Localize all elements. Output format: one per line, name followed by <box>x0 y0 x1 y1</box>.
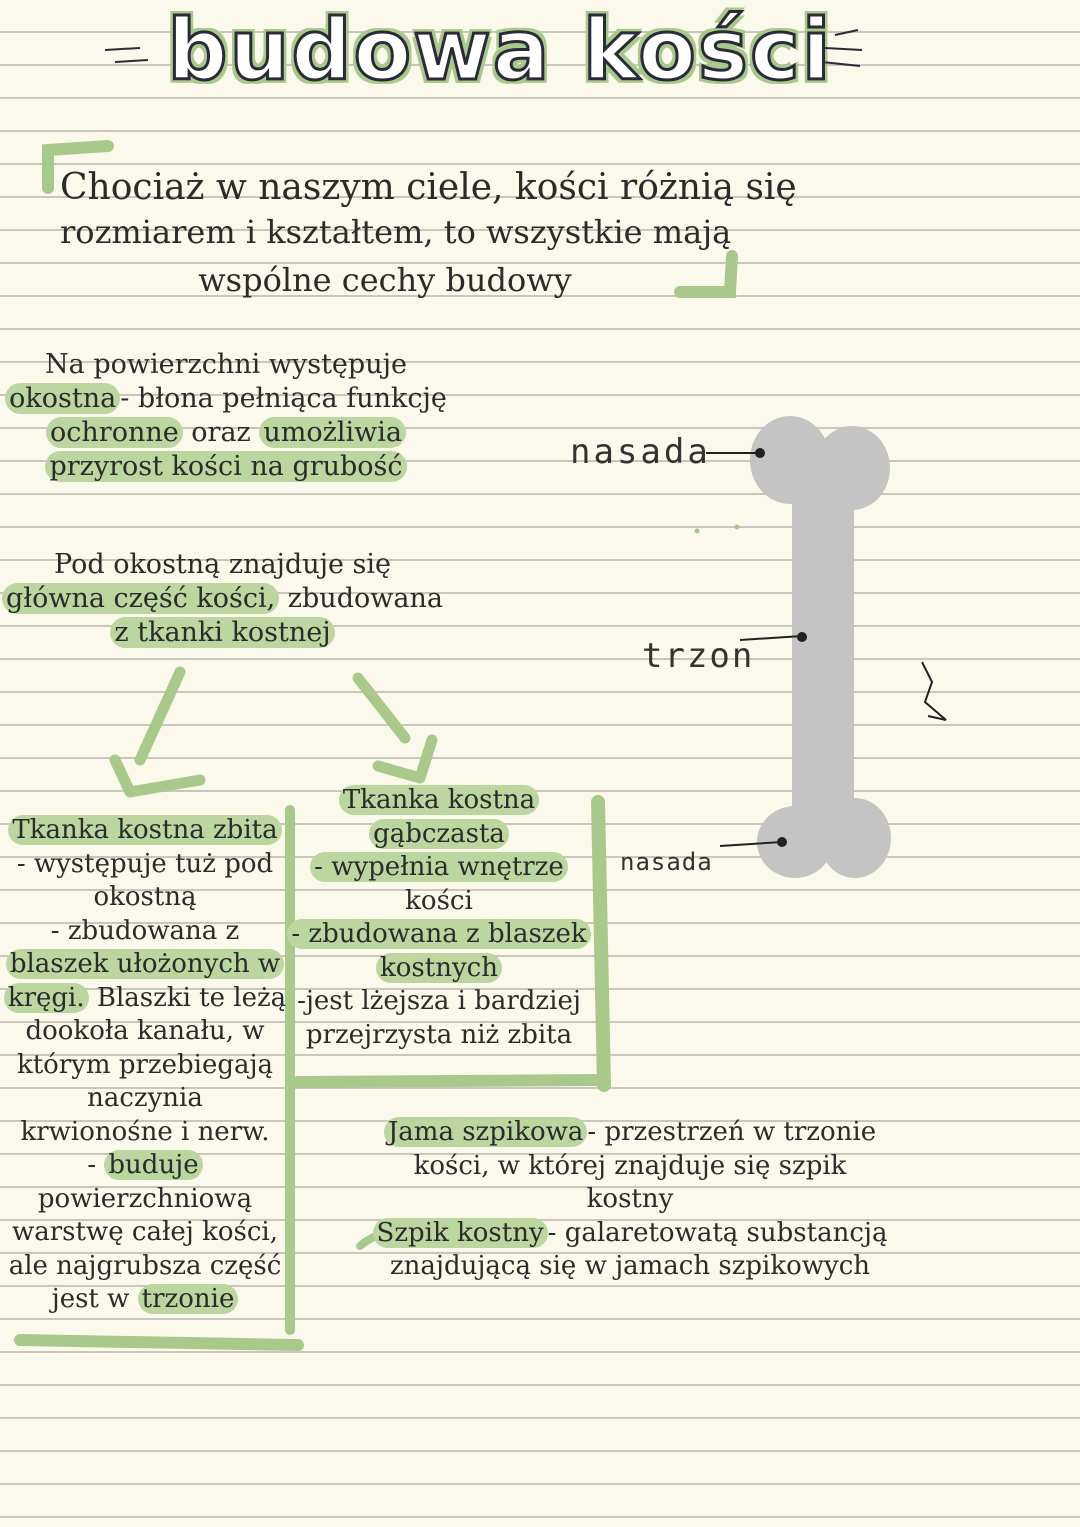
szpik-def-1c: kostny <box>586 1184 674 1214</box>
zbita-l13: ale najgrubsza część <box>8 1250 282 1281</box>
glowna-hl: główna część kości, <box>2 583 279 614</box>
zbita-l8: naczynia <box>87 1083 203 1113</box>
zbita-l11: powierzchniową <box>37 1183 253 1214</box>
arrow-down-right <box>358 678 432 778</box>
gabczasta-l4: kostnych <box>376 953 502 983</box>
zbita-box-bottom <box>20 1340 298 1345</box>
zbita-l12: warstwę całej kości, <box>12 1217 278 1247</box>
gabczasta-l5: -jest lżejsza i bardziej <box>297 986 581 1016</box>
okostna-hl-ochronne: ochronne <box>46 417 183 448</box>
page-title: budowa kości <box>167 1 833 99</box>
bone-illustration <box>750 416 891 878</box>
zbita-l1: - występuje tuż pod <box>16 848 274 879</box>
intro-paragraph <box>60 166 797 302</box>
gabczasta-title-1: Tkanka kostna <box>339 785 539 815</box>
zbita-l3: - zbudowana z <box>50 915 240 946</box>
bone-label-trzon: trzon <box>642 636 755 676</box>
szpik-def-2b: znajdującą się w jamach szpikowych <box>389 1251 871 1281</box>
intro-line-2: rozmiarem i kształtem, to wszystkie mają <box>60 213 732 251</box>
gabczasta-l3: - zbudowana z blaszek <box>287 919 590 949</box>
zbita-section <box>0 814 290 1317</box>
zbita-l4: blaszek ułożonych w <box>6 949 284 979</box>
zbita-l5-hl: kręgi. <box>4 983 89 1013</box>
stray-mark <box>922 662 946 720</box>
okostna-paragraph <box>0 348 452 484</box>
gabczasta-l1: - wypełnia wnętrze <box>310 852 568 882</box>
gabczasta-box-bottom <box>298 1080 600 1082</box>
gabczasta-box-right <box>598 802 604 1085</box>
gabczasta-title-2: gąbczasta <box>369 819 509 849</box>
title-flourish-right <box>822 30 862 66</box>
okostna-line-3-mid: oraz <box>182 417 260 448</box>
gabczasta-l2: kości <box>405 885 473 916</box>
szpik-section <box>355 1116 905 1284</box>
okostna-line-2: - błona pełniąca funkcję <box>120 383 447 414</box>
gabczasta-l6: przejrzysta niż zbita <box>305 1019 573 1050</box>
glowna-line-3: z tkanki kostnej <box>110 617 334 648</box>
okostna-line-4: przyrost kości na grubość <box>45 451 406 482</box>
szpik-term-2: Szpik kostny <box>373 1218 548 1248</box>
zbita-l14-hl: trzonie <box>138 1284 239 1314</box>
zbita-title: Tkanka kostna zbita <box>8 815 281 845</box>
zbita-l2: okostną <box>93 882 197 912</box>
zbita-l10-pre: - <box>87 1150 105 1180</box>
szpik-def-1a: - przestrzeń w trzonie <box>587 1117 877 1147</box>
zbita-l7: którym przebiegają <box>16 1049 274 1080</box>
szpik-def-2a: - galaretowatą substancją <box>547 1217 888 1248</box>
okostna-hl-umozliwia: umożliwia <box>259 417 406 448</box>
szpik-def-1b: kości, w której znajduje się szpik <box>413 1150 847 1181</box>
bone-label-nasada-bottom: nasada <box>620 848 713 876</box>
glowna-paragraph <box>0 548 445 650</box>
zbita-l6: dookoła kanału, w <box>25 1016 265 1046</box>
glowna-line-1: Pod okostną znajduje się <box>54 549 391 580</box>
zbita-l9: krwionośne i nerw. <box>20 1116 270 1147</box>
zbita-l10-hl: buduje <box>104 1150 202 1180</box>
bone-label-nasada-top: nasada <box>570 432 711 472</box>
okostna-line-1: Na powierzchni występuje <box>45 349 407 380</box>
szpik-term-1: Jama szpikowa <box>384 1117 588 1147</box>
intro-line-3: wspólne cechy budowy <box>198 261 572 299</box>
glowna-line-2: zbudowana <box>279 583 443 614</box>
zbita-l5: Blaszki te leżą <box>88 982 287 1013</box>
arrow-down-left <box>115 672 200 792</box>
okostna-term: okostna <box>5 383 120 414</box>
title-flourish-left <box>105 48 148 62</box>
intro-line-1: Chociaż w naszym ciele, kości różnią się <box>60 167 797 208</box>
zbita-l14-pre: jest w <box>51 1284 138 1314</box>
gabczasta-section <box>286 784 592 1052</box>
